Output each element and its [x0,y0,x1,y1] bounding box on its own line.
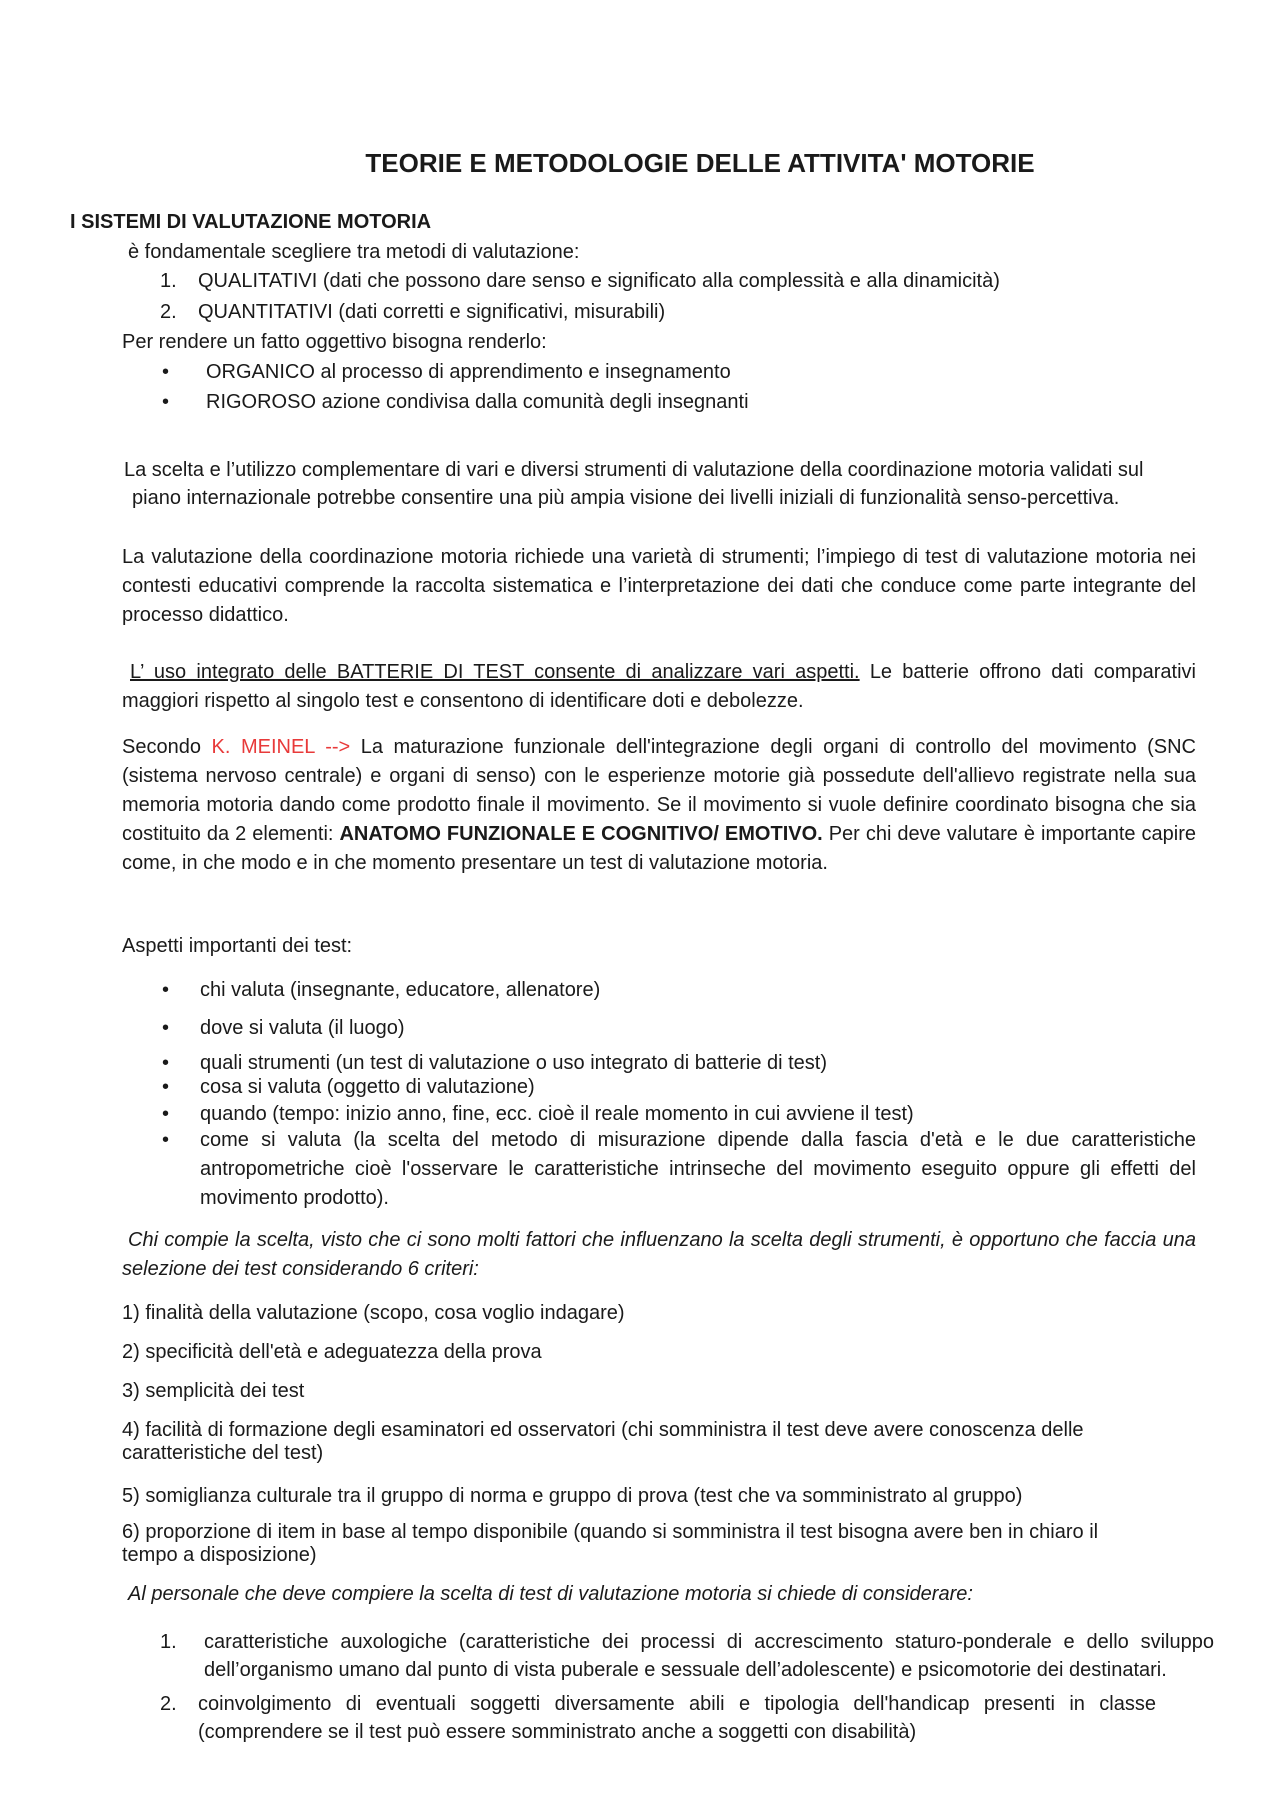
meinel-prefix: Secondo [122,736,212,758]
list-item [0,1100,1280,1126]
meinel-text: La maturazione funzionale dell'integrazione degli organi di controllo del movimento (SNC (sistema nervoso centrale) e organi di senso) con le esperienze motorie già possedute dell'allievo registrate nella sua memoria motoria dando come prodotto finale il movimento. Se il movimento si vuole definire coordinato bisogna che sia costituito da 2 elementi: [122,736,1196,845]
list-item [0,1628,1280,1684]
methods-list [0,267,1280,329]
aspetti-heading: Aspetti importanti dei test: [122,935,353,957]
list-text: quando (tempo: inizio anno, fine, ecc. cioè il reale momento in cui avviene il test) [200,1103,914,1125]
list-item [0,1690,1280,1746]
list-text: chi valuta (insegnante, educatore, allenatore) [200,979,601,1001]
list-item [0,298,1280,329]
list-text: cosa si valuta (oggetto di valutazione) [200,1076,535,1098]
paragraph-meinel [122,733,1196,878]
section-heading: I SISTEMI DI VALUTAZIONE MOTORIA [70,211,432,233]
criterion-3: 3) semplicità dei test [122,1380,305,1402]
intro-line: è fondamentale scegliere tra metodi di valutazione: [128,241,580,263]
criterion-4: 4) facilità di formazione degli esaminatori ed osservatori (chi somministra il test deve avere conoscenza delle caratteristiche del test) [122,1419,1084,1464]
bullet: • [162,1103,170,1125]
list-text: RIGOROSO azione condivisa dalla comunità degli insegnanti [206,391,749,413]
considerare-list [0,1628,1280,1746]
list-text: dove si valuta (il luogo) [200,1017,405,1039]
bullet: • [162,1076,170,1098]
bullet: • [162,1017,170,1039]
list-item [0,1073,1280,1100]
objective-list [0,358,1280,418]
list-text: quali strumenti (un test di valutazione o uso integrato di batterie di test) [200,1052,828,1074]
list-text: coinvolgimento di eventuali soggetti diversamente abili e tipologia dell'handicap presenti in classe (comprendere se il test può essere somministrato anche a soggetti con disabilità) [198,1693,1156,1743]
paragraph-valutazione: La valutazione della coordinazione motoria richiede una varietà di strumenti; l’impiego di test di valutazione motoria nei contesti educativi comprende la raccolta sistematica e l’interpretazione dei dati che conduce come parte integrante del processo didattico. [122,546,1196,626]
bullet: • [162,979,170,1001]
list-item [0,358,1280,388]
list-number: 2. [160,301,177,323]
paragraph-batterie-rest: Le batterie offrono dati comparativi maggiori rispetto al singolo test e consentono di identificare doti e debolezze. [122,661,1196,712]
paragraph-al-personale: Al personale che deve compiere la scelta di test di valutazione motoria si chiede di considerare: [128,1583,973,1605]
list-text: caratteristiche auxologiche (caratteristiche dei processi di accrescimento staturo-ponderale e dello sviluppo dell’organismo umano dal punto di vista puberale e sessuale dell’adolescente) e psicomotorie dei destinatari. [204,1631,1214,1681]
list-item [0,1049,1280,1073]
bullet: • [162,361,170,383]
list-number: 1. [160,270,177,292]
list-item [0,267,1280,298]
bullet: • [162,391,170,413]
aspetti-list [0,976,1280,1213]
criterion-2: 2) specificità dell'età e adeguatezza della prova [122,1341,542,1363]
page-title: TEORIE E METODOLOGIE DELLE ATTIVITA' MOTORIE [365,148,1035,178]
list-number: 1. [160,1631,177,1653]
paragraph-chi-compie: Chi compie la scelta, visto che ci sono molti fattori che influenzano la scelta degli strumenti, è opportuno che faccia una selezione dei test considerando 6 criteri: [122,1229,1196,1280]
meinel-bold: ANATOMO FUNZIONALE E COGNITIVO/ EMOTIVO. [339,823,823,845]
list-text: QUANTITATIVI (dati corretti e significativi, misurabili) [198,301,666,323]
criterion-6: 6) proporzione di item in base al tempo disponibile (quando si somministra il test bisogna avere ben in chiaro il tempo a disposizione) [122,1521,1099,1566]
list-text: come si valuta (la scelta del metodo di misurazione dipende dalla fascia d'età e le due caratteristiche antropometriche cioè l'osservare le caratteristiche intrinseche del movimento eseguito oppure gli effetti del movimento prodotto). [200,1129,1196,1209]
list-item [0,388,1280,418]
meinel-end: Per chi deve valutare è importante capire come, in che modo e in che momento presentare un test di valutazione motoria. [122,823,1197,874]
underlined-text: L’ uso integrato delle BATTERIE DI TEST consente di analizzare vari aspetti. [130,661,860,683]
paragraph-batterie [122,658,1196,716]
list-item [0,1126,1280,1213]
paragraph-scelta-line1: La scelta e l’utilizzo complementare di vari e diversi strumenti di valutazione della coordinazione motoria validati sul [124,459,1144,481]
criterion-5: 5) somiglianza culturale tra il gruppo di norma e gruppo di prova (test che va somministrato al gruppo) [122,1485,1023,1507]
criterion-1: 1) finalità della valutazione (scopo, cosa voglio indagare) [122,1302,625,1324]
objective-line: Per rendere un fatto oggettivo bisogna renderlo: [122,331,547,353]
bullet: • [162,1052,170,1074]
list-text: ORGANICO al processo di apprendimento e insegnamento [206,361,731,383]
list-item [0,1014,1280,1049]
list-number: 2. [160,1693,177,1715]
list-text: QUALITATIVI (dati che possono dare senso e significato alla complessità e alla dinamicità) [198,270,1000,292]
paragraph-scelta-line2: piano internazionale potrebbe consentire una più ampia visione dei livelli iniziali di funzionalità senso-percettiva. [132,487,1120,509]
bullet: • [162,1129,170,1151]
list-item [0,976,1280,1014]
meinel-author: K. MEINEL --> [211,736,351,758]
